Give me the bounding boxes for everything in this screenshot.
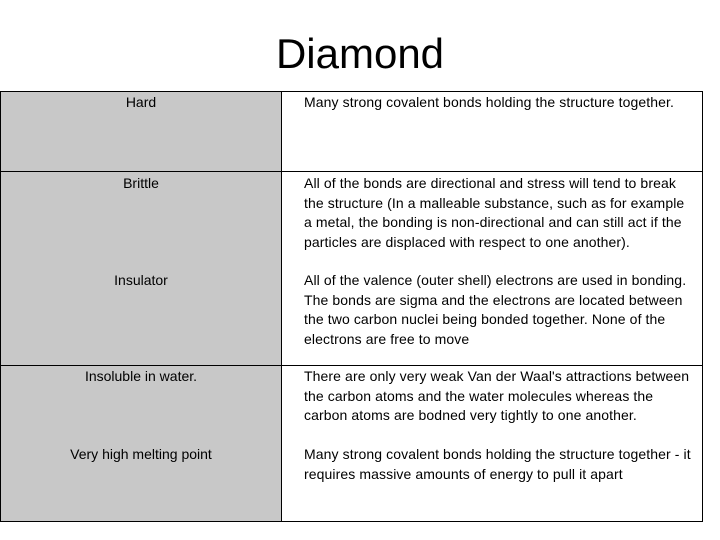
column-divider — [281, 91, 282, 522]
property-insulator: Insulator — [114, 272, 168, 288]
property-hard: Hard — [125, 94, 157, 110]
property-insoluble: Insoluble in water. — [84, 368, 198, 384]
row-divider — [0, 365, 703, 366]
explanation-insoluble: There are only very weak Van der Waal's attractions between the carbon atoms and the water molecules whereas the carbon atoms are bodned very tightly to one another. — [304, 368, 690, 423]
explanation-melting-point: Many strong covalent bonds holding the structure together - it requires massive amounts of energy to pull it apart — [304, 446, 691, 482]
explanation-brittle: All of the bonds are directional and stress will tend to break the structure (In a malleable substance, such as for example a metal, the bonding is non-directional and can still act if the particles are displaced with respect to one another). — [304, 175, 685, 250]
explanation-insulator: All of the valence (outer shell) electrons are used in bonding. The bonds are sigma and the electrons are located between the two carbon nuclei being bonded together. None of the electrons are free to move — [304, 272, 687, 347]
row-divider — [0, 171, 703, 172]
property-melting-point: Very high melting point — [70, 446, 212, 462]
property-brittle: Brittle — [123, 175, 159, 191]
page-title: Diamond — [275, 30, 445, 77]
explanation-hard: Many strong covalent bonds holding the structure together. — [304, 94, 675, 110]
